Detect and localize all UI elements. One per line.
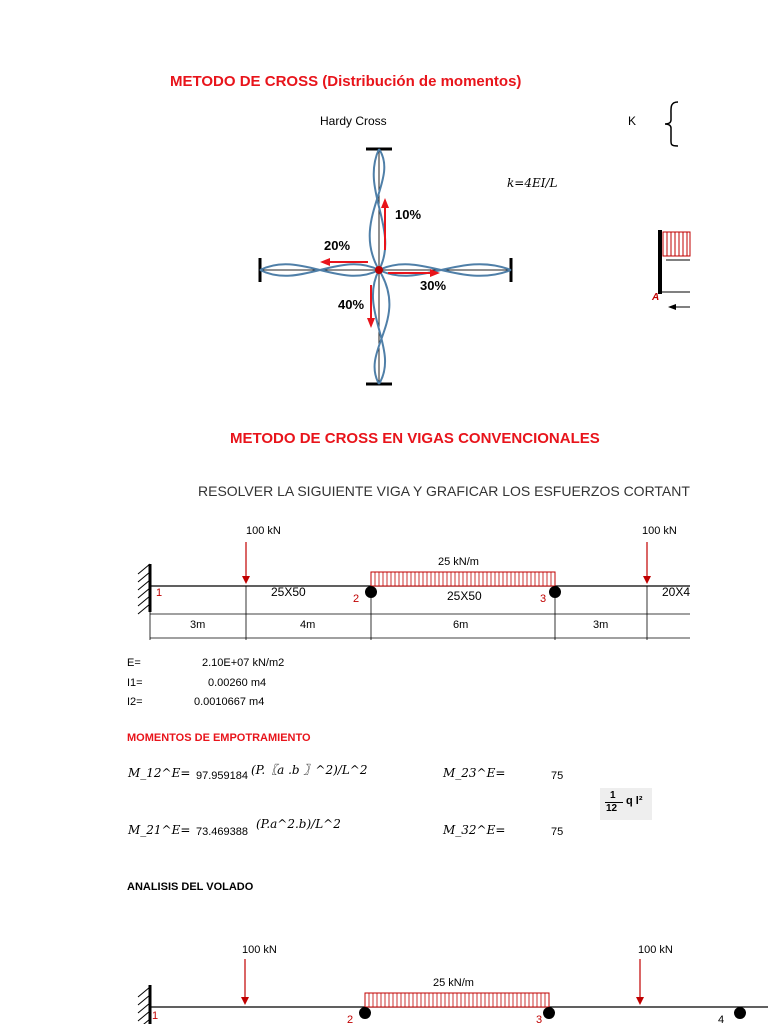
section-1: 25X50 <box>271 585 306 599</box>
m21-value: 73.469388 <box>196 826 248 838</box>
load-left: 100 kN <box>246 525 281 537</box>
m12-label: M_12^E= <box>128 766 191 780</box>
page-title: METODO DE CROSS (Distribución de momentos) <box>170 73 522 90</box>
node-2b: 2 <box>347 1014 354 1024</box>
beam-figure-2 <box>128 935 768 1024</box>
support-node-2b <box>359 1007 371 1019</box>
dist-load-label-2: 25 kN/m <box>433 977 474 989</box>
beam-figure <box>128 464 722 644</box>
side-figure <box>636 212 696 332</box>
section-2: 25X50 <box>447 589 482 603</box>
ql-formula-box <box>600 788 652 820</box>
pct-down: 40% <box>338 297 365 312</box>
prop-i2-name: I2= <box>127 696 143 708</box>
momentos-title: MOMENTOS DE EMPOTRAMIENTO <box>127 732 311 744</box>
m32-label: M_32^E= <box>443 823 506 837</box>
ql-den: 12 <box>606 803 618 814</box>
prop-e-name: E= <box>127 657 141 669</box>
prop-i2-value: 0.0010667 m4 <box>194 696 265 708</box>
span-3: 6m <box>453 619 469 631</box>
section-3: 20X4 <box>662 585 691 599</box>
support-node-4b <box>734 1007 746 1019</box>
span-1: 3m <box>190 619 206 631</box>
node-1b: 1 <box>152 1010 159 1022</box>
author-label: Hardy Cross <box>320 114 387 128</box>
joint-diagram <box>250 140 550 390</box>
section2-title: METODO DE CROSS EN VIGAS CONVENCIONALES <box>230 430 600 447</box>
node-4b: 4 <box>718 1014 725 1024</box>
pct-up: 10% <box>395 207 422 222</box>
load-right-2: 100 kN <box>638 944 673 956</box>
m32-value: 75 <box>551 826 564 838</box>
node-3b: 3 <box>536 1014 543 1024</box>
node-3: 3 <box>540 593 547 605</box>
node-1: 1 <box>156 587 163 599</box>
k-formula: k=4EI/L <box>507 176 558 190</box>
brace-icon <box>662 100 682 150</box>
support-node-2 <box>365 586 377 598</box>
m12-formula: (P.〖a .b 〗^2)/L^2 <box>251 763 368 777</box>
prop-i1-name: I1= <box>127 677 143 689</box>
span-4: 3m <box>593 619 609 631</box>
prop-e-value: 2.10E+07 kN/m2 <box>202 657 285 669</box>
k-label: K <box>628 114 637 128</box>
volado-title: ANALISIS DEL VOLADO <box>127 881 254 893</box>
m12-value: 97.959184 <box>196 770 248 782</box>
dist-load-label: 25 kN/m <box>438 556 479 568</box>
load-left-2: 100 kN <box>242 944 277 956</box>
pct-right: 30% <box>420 278 447 293</box>
joint-node <box>375 266 383 274</box>
span-2: 4m <box>300 619 316 631</box>
m21-label: M_21^E= <box>128 823 191 837</box>
prop-i1-value: 0.00260 m4 <box>208 677 267 689</box>
pct-left: 20% <box>324 238 351 253</box>
load-right: 100 kN <box>642 525 677 537</box>
m23-label: M_23^E= <box>443 766 506 780</box>
ql-text: q l² <box>626 795 643 807</box>
support-node-3b <box>543 1007 555 1019</box>
m21-formula: (P.a^2.b)/L^2 <box>256 817 341 831</box>
point-a-label: A <box>652 292 660 303</box>
ql-num: 1 <box>610 790 616 801</box>
beam-instruction: RESOLVER LA SIGUIENTE VIGA Y GRAFICAR LOS ESFUERZOS CORTANTES Y <box>198 483 722 499</box>
node-2: 2 <box>353 593 360 605</box>
support-node-3 <box>549 586 561 598</box>
m23-value: 75 <box>551 770 564 782</box>
